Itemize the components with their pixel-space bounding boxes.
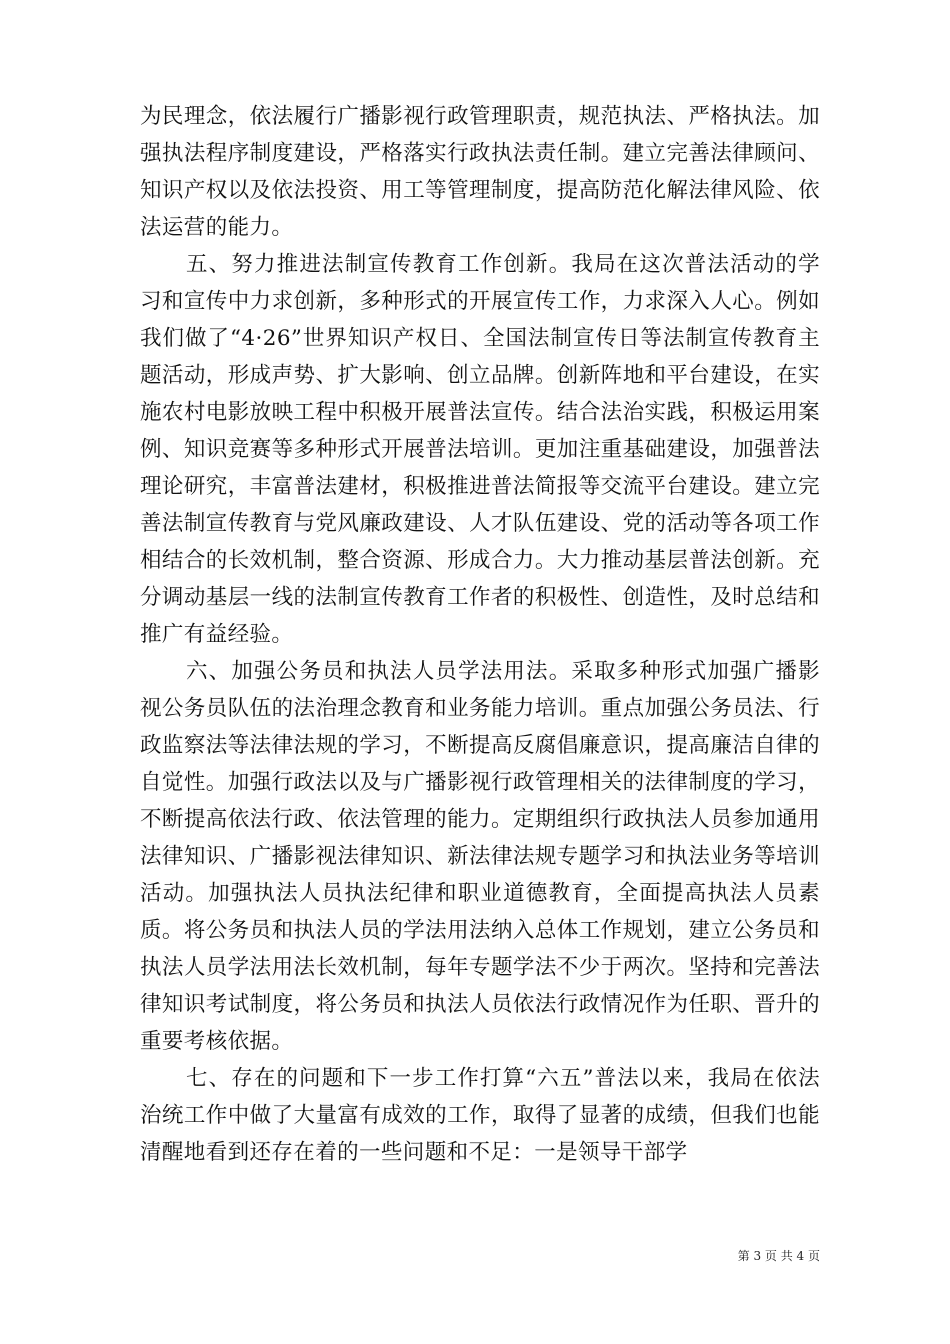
paragraph-section-5: 五、努力推进法制宣传教育工作创新。我局在这次普法活动的学习和宣传中力求创新，多种形式的开展宣传工作，力求深入人心。例如我们做了“4·26”世界知识产权日、全国法制宣传日等法制宣传教育主题活动，形成声势、扩大影响、创立品牌。创新阵地和平台建设，在实施农村电影放映工程中积极开展普法宣传。结合法治实践，积极运用案例、知识竞赛等多种形式开展普法培训。更加注重基础建设，加强普法理论研究，丰富普法建材，积极推进普法简报等交流平台建设。建立完善法制宣传教育与党风廉政建设、人才队伍建设、党的活动等各项工作相结合的长效机制，整合资源、形成合力。大力推动基层普法创新。充分调动基层一线的法制宣传教育工作者的积极性、创造性，及时总结和推广有益经验。 bbox=[140, 252, 820, 647]
paragraph-continuation: 为民理念，依法履行广播影视行政管理职责，规范执法、严格执法。加强执法程序制度建设，严格落实行政执法责任制。建立完善法律顾问、知识产权以及依法投资、用工等管理制度，提高防范化解法律风险、依法运营的能力。 bbox=[140, 104, 820, 240]
page-number-footer: 第 3 页 共 4 页 bbox=[737, 1249, 820, 1263]
document-body bbox=[140, 98, 820, 1171]
paragraph-section-6: 六、加强公务员和执法人员学法用法。采取多种形式加强广播影视公务员队伍的法治理念教育和业务能力培训。重点加强公务员法、行政监察法等法律法规的学习，不断提高反腐倡廉意识，提高廉洁自律的自觉性。加强行政法以及与广播影视行政管理相关的法律制度的学习，不断提高依法行政、依法管理的能力。定期组织行政执法人员参加通用法律知识、广播影视法律知识、新法律法规专题学习和执法业务等培训活动。加强执法人员执法纪律和职业道德教育，全面提高执法人员素质。将公务员和执法人员的学法用法纳入总体工作规划，建立公务员和执法人员学法用法长效机制，每年专题学法不少于两次。坚持和完善法律知识考试制度，将公务员和执法人员依法行政情况作为任职、晋升的重要考核依据。 bbox=[140, 659, 820, 1054]
paragraph-section-7: 七、存在的问题和下一步工作打算“六五”普法以来，我局在依法治统工作中做了大量富有成效的工作，取得了显著的成绩，但我们也能清醒地看到还存在着的一些问题和不足：一是领导干部学 bbox=[140, 1066, 820, 1165]
